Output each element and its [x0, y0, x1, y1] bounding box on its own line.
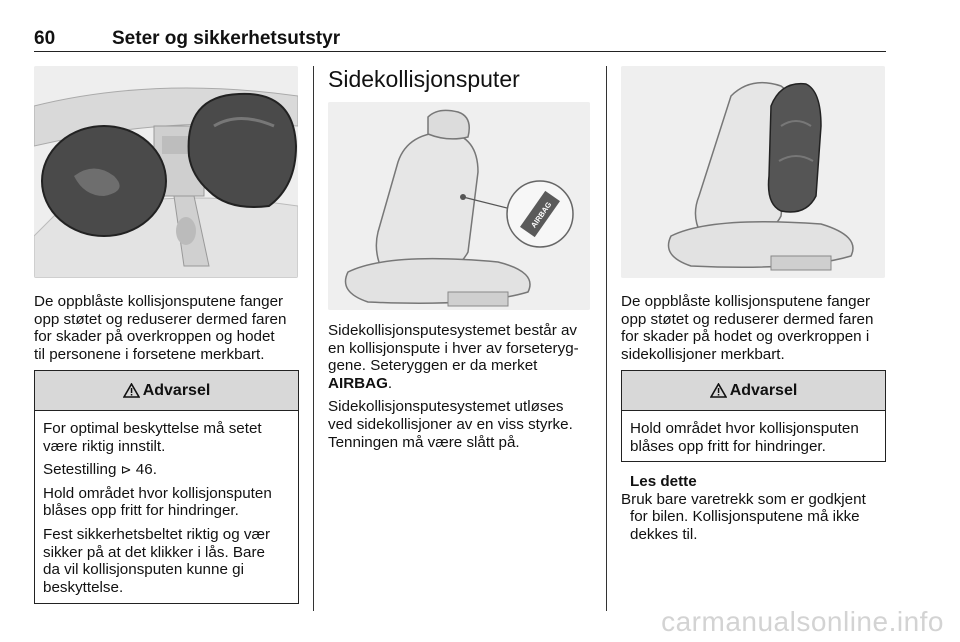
column-divider-right [606, 66, 607, 611]
seat-with-deployed-airbag-drawing [621, 66, 885, 278]
text-line: De oppblåste kollisjonsputene fanger [621, 293, 871, 310]
chapter-title: Seter og sikkerhetsutstyr [112, 28, 341, 49]
section-title: Sidekollisjonsputer [328, 66, 520, 92]
text-line: Fest sikkerhetsbeltet riktig og vær [43, 525, 271, 543]
text-line: Hold området hvor kollisjonsputen [630, 420, 859, 437]
page-header [34, 26, 886, 52]
text-line: sidekollisjoner merkbart. [621, 345, 785, 363]
airbag-label-mention: AIRBAG [328, 374, 388, 392]
warning-paragraph [43, 485, 290, 520]
text-line: . [387, 374, 393, 392]
text-line: dekkes til. [630, 525, 698, 543]
warning-paragraph [43, 420, 290, 455]
text-line: For optimal beskyttelse må setet [43, 420, 262, 437]
text-line: Setestilling [43, 461, 121, 479]
text-line: være riktig innstilt. [43, 437, 166, 455]
text-line: for bilen. Kollisjonsputene må ikke [630, 508, 860, 526]
text-line: gene. Seteryggen er da merket [328, 357, 538, 375]
seat-position-reference [43, 461, 290, 479]
warning-box-left [34, 370, 299, 604]
text-line: ved sidekollisjoner av en viss styrke. [328, 415, 573, 433]
warning-header [622, 371, 885, 411]
text-line: Sidekollisjonsputesystemet består av [328, 322, 578, 339]
warning-triangle-icon [710, 383, 727, 398]
text-line: Tenningen må være slått på. [328, 433, 520, 451]
seat-airbag-label-illustration [328, 102, 590, 310]
page-reference-arrow-icon[interactable]: ⊳ [120, 462, 132, 478]
text-line: for skader på hodet og overkroppen i [621, 328, 870, 346]
front-airbags-drawing [34, 66, 298, 278]
warning-triangle-icon [123, 383, 140, 398]
text-line: Hold området hvor kollisjonsputen [43, 484, 272, 502]
warning-body [622, 411, 885, 455]
warning-paragraph [630, 420, 877, 455]
middle-text [328, 322, 594, 457]
side-airbag-description [328, 322, 594, 392]
text-line: til personene i forsetene merkbart. [34, 345, 265, 363]
text-line: beskyttelse. [43, 578, 124, 596]
text-line: blåses opp fritt for hindringer. [43, 502, 239, 520]
text-line: opp støtet og reduserer dermed faren [34, 310, 287, 328]
page-number: 60 [34, 28, 56, 49]
text-line: De oppblåste kollisjonsputene fanger [34, 293, 284, 310]
warning-header [35, 371, 298, 411]
page-reference-number[interactable]: 46. [131, 461, 157, 479]
warning-paragraph [43, 526, 290, 596]
text-line: Sidekollisjonsputesystemet utløses [328, 398, 564, 416]
warning-title: Advarsel [142, 381, 211, 399]
warning-box-right [621, 370, 886, 462]
deployed-side-airbag-illustration [621, 66, 885, 278]
text-line: da vil kollisjonsputen kunne gi [43, 561, 244, 579]
watermark: carmanualsonline.info [661, 606, 944, 637]
front-airbags-illustration [34, 66, 298, 278]
side-airbag-trigger-description [328, 398, 594, 451]
column-divider-left [313, 66, 314, 611]
note-block [621, 473, 890, 543]
airbag-label-text: AIRBAG [529, 200, 554, 230]
left-intro-text [34, 293, 300, 363]
text-line: Bruk bare varetrekk som er godkjent [621, 490, 866, 508]
warning-title: Advarsel [729, 381, 798, 399]
text-line: for skader på overkroppen og hodet [34, 328, 275, 346]
note-title: Les dette [630, 473, 697, 490]
text-line: blåses opp fritt for hindringer. [630, 437, 826, 455]
text-line: en kollisjonspute i hver av forseteryg- [328, 339, 579, 357]
warning-body [35, 411, 298, 596]
right-intro-text [621, 293, 887, 363]
text-line: opp støtet og reduserer dermed faren [621, 310, 874, 328]
seat-with-airbag-label-drawing [328, 102, 590, 310]
text-line: sikker på at det klikker i lås. Bare [43, 543, 265, 561]
